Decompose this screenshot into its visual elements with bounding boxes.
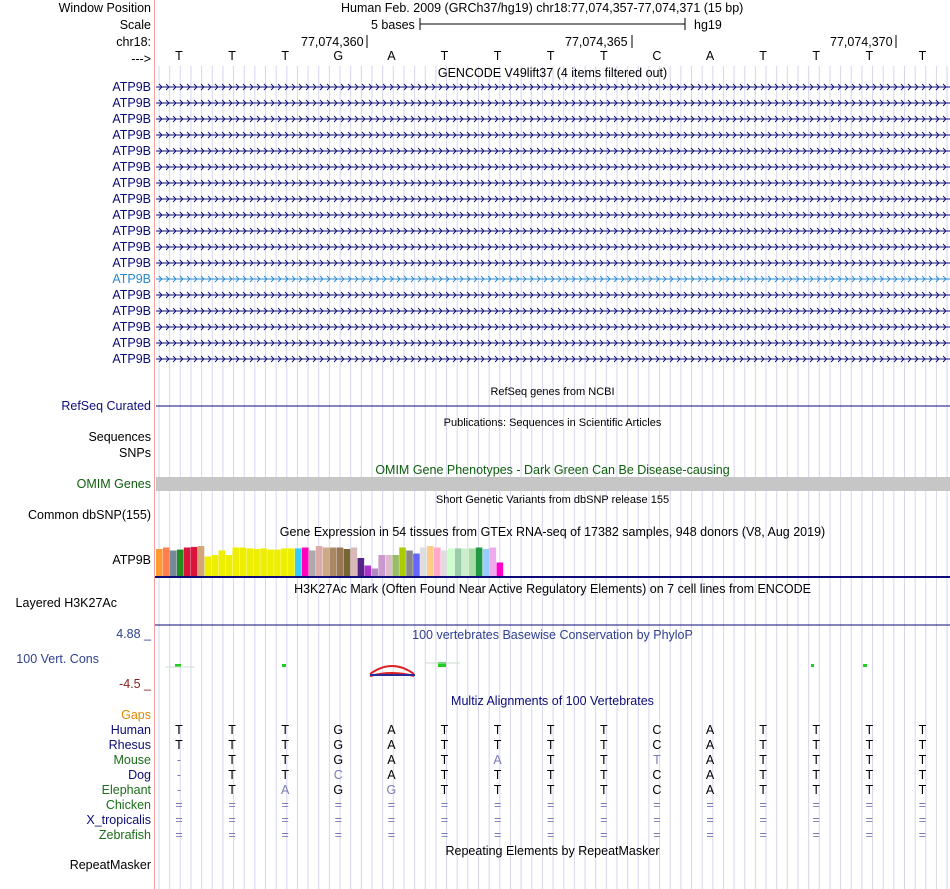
gtex-bar: [295, 548, 302, 576]
gtex-bar: [226, 555, 233, 576]
gtex-bar: [413, 554, 420, 577]
gtex-bar: [483, 549, 490, 576]
alignment-base: T: [918, 768, 927, 782]
gtex-bar: [198, 546, 205, 576]
alignment-base: T: [865, 768, 874, 782]
gtex-bar: [399, 548, 406, 577]
alignment-base: =: [706, 813, 714, 827]
alignment-base: =: [387, 813, 396, 827]
gencode-gene-label[interactable]: ATP9B: [112, 160, 151, 174]
gtex-bar: [385, 555, 392, 576]
cons-label[interactable]: 100 Vert. Cons: [16, 652, 99, 666]
gtex-bar: [170, 551, 177, 577]
alignment-base: =: [918, 828, 927, 842]
snps-label[interactable]: SNPs: [119, 446, 151, 460]
omim-title[interactable]: OMIM Gene Phenotypes - Dark Green Can Be Disease-causing: [375, 463, 730, 477]
alignment-base: T: [493, 738, 502, 752]
reference-base: T: [228, 49, 236, 63]
alignment-base: G: [333, 753, 344, 767]
coord-tick-label: 77,074,370: [830, 35, 893, 49]
omim-bar: [156, 477, 950, 491]
alignment-base: T: [440, 768, 449, 782]
gtex-bar: [337, 548, 344, 577]
gtex-bar: [253, 549, 260, 576]
alignment-base: A: [705, 768, 715, 782]
alignment-base: =: [387, 798, 396, 812]
gencode-gene-label[interactable]: ATP9B: [112, 144, 151, 158]
alignment-base: C: [333, 768, 343, 782]
alignment-base: =: [547, 798, 555, 812]
scale-db-text: hg19: [694, 18, 722, 32]
gtex-bar: [441, 551, 448, 577]
alignment-base: A: [281, 783, 290, 797]
conservation-bar: [863, 664, 867, 667]
alignment-base: =: [600, 828, 608, 842]
alignment-base: T: [440, 753, 449, 767]
gtex-bar: [191, 547, 198, 576]
reference-base: T: [546, 49, 555, 63]
alignment-base: =: [334, 828, 342, 842]
alignment-base: T: [759, 783, 767, 797]
repeatmasker-label[interactable]: RepeatMasker: [69, 858, 151, 872]
gtex-bar: [177, 550, 184, 576]
gtex-bar: [427, 546, 434, 576]
gencode-gene-label[interactable]: ATP9B: [112, 192, 151, 206]
alignment-base: C: [652, 768, 662, 782]
alignment-base: T: [546, 723, 555, 737]
gtex-bar: [232, 548, 239, 577]
species-label[interactable]: Dog: [128, 768, 151, 782]
gtex-bar: [490, 548, 497, 577]
alignment-base: T: [812, 738, 820, 752]
reference-base: T: [918, 49, 927, 63]
coord-tick-label: 77,074,360: [301, 35, 364, 49]
alignment-base: T: [759, 753, 767, 767]
gtex-bar: [274, 550, 281, 576]
alignment-base: T: [812, 753, 820, 767]
alignment-base: T: [599, 723, 608, 737]
alignment-base: T: [228, 723, 236, 737]
alignment-base: T: [865, 738, 874, 752]
alignment-base: =: [228, 828, 236, 842]
gencode-gene-label[interactable]: ATP9B: [112, 256, 151, 270]
alignment-base: =: [228, 798, 236, 812]
reference-base: T: [599, 49, 608, 63]
reference-base: G: [333, 49, 344, 63]
alignment-base: =: [865, 813, 873, 827]
gtex-bar: [378, 555, 385, 576]
gencode-gene-label[interactable]: ATP9B: [112, 336, 151, 350]
gtex-bar: [212, 555, 219, 576]
alignment-base: C: [652, 783, 662, 797]
alignment-base: T: [865, 753, 874, 767]
gtex-bar: [246, 548, 253, 576]
alignment-base: T: [812, 723, 820, 737]
h3k27ac-title[interactable]: H3K27Ac Mark (Often Found Near Active Regulatory Elements) on 7 cell lines from ENCODE: [294, 582, 811, 596]
gencode-gene-label[interactable]: ATP9B: [112, 128, 151, 142]
gtex-bar: [156, 549, 163, 576]
reference-base: T: [865, 49, 874, 63]
species-label[interactable]: X_tropicalis: [86, 813, 151, 827]
reference-base: C: [652, 49, 662, 63]
alignment-base: =: [281, 798, 289, 812]
alignment-base: =: [440, 798, 449, 812]
scale-bases-text: 5 bases: [371, 18, 415, 32]
gencode-gene-label[interactable]: ATP9B: [112, 320, 151, 334]
alignment-base: A: [387, 753, 396, 767]
gencode-gene-label[interactable]: ATP9B: [112, 208, 151, 222]
alignment-base: T: [759, 768, 767, 782]
alignment-base: T: [493, 723, 502, 737]
alignment-base: A: [705, 783, 715, 797]
alignment-base: A: [387, 768, 396, 782]
gencode-gene-label[interactable]: ATP9B: [112, 240, 151, 254]
alignment-base: =: [547, 813, 555, 827]
species-label[interactable]: Zebrafish: [98, 828, 151, 842]
alignment-base: =: [493, 798, 502, 812]
gtex-bar: [323, 548, 330, 577]
gencode-gene-label[interactable]: ATP9B: [112, 352, 151, 366]
gtex-bar: [462, 548, 469, 576]
alignment-base: T: [918, 738, 927, 752]
omim-label[interactable]: OMIM Genes: [76, 477, 151, 491]
alignment-base: T: [918, 783, 927, 797]
reference-base: T: [493, 49, 502, 63]
alignment-base: T: [546, 783, 555, 797]
gtex-bar: [406, 551, 413, 577]
alignment-base: T: [281, 768, 289, 782]
alignment-base: A: [705, 753, 715, 767]
alignment-base: =: [865, 798, 873, 812]
scale-label: Scale: [119, 18, 151, 32]
dbsnp-title[interactable]: Short Genetic Variants from dbSNP release 155: [435, 494, 670, 506]
alignment-base: G: [333, 738, 344, 752]
conservation-bar: [282, 664, 286, 667]
gtex-bar: [288, 548, 295, 576]
cons-max-label: 4.88 _: [116, 627, 151, 641]
alignment-base: -: [176, 783, 182, 797]
gtex-bar: [448, 548, 455, 576]
alignment-base: T: [759, 738, 767, 752]
gtex-bar: [281, 548, 288, 576]
alignment-base: T: [599, 768, 608, 782]
alignment-base: T: [440, 723, 449, 737]
alignment-base: A: [387, 723, 396, 737]
reference-base: T: [281, 49, 289, 63]
alignment-base: =: [759, 828, 767, 842]
alignment-base: T: [599, 753, 608, 767]
alignment-base: T: [440, 738, 449, 752]
alignment-base: =: [493, 813, 502, 827]
alignment-base: T: [865, 783, 874, 797]
cons-title[interactable]: 100 vertebrates Basewise Conservation by PhyloP: [412, 628, 693, 642]
gtex-bar: [365, 566, 372, 577]
reference-base: A: [705, 49, 715, 63]
species-label[interactable]: Elephant: [101, 783, 151, 797]
alignment-base: C: [652, 723, 662, 737]
alignment-base: =: [759, 813, 767, 827]
alignment-base: T: [228, 738, 236, 752]
alignment-base: G: [333, 783, 344, 797]
alignment-base: T: [812, 768, 820, 782]
alignment-base: =: [175, 828, 183, 842]
alignment-base: T: [281, 723, 289, 737]
alignment-base: T: [228, 783, 236, 797]
gencode-gene-label[interactable]: ATP9B: [112, 80, 151, 94]
species-label[interactable]: Rhesus: [108, 738, 151, 752]
alignment-base: =: [812, 813, 820, 827]
alignment-base: T: [281, 753, 289, 767]
alignment-base: T: [653, 753, 661, 767]
chr-label: chr18:: [116, 35, 151, 49]
gtex-label[interactable]: ATP9B: [112, 553, 151, 567]
gtex-bar: [351, 548, 358, 577]
reference-base: T: [759, 49, 767, 63]
gtex-bar: [330, 548, 337, 577]
gtex-bar: [420, 548, 427, 577]
alignment-base: T: [812, 783, 820, 797]
gtex-bar: [302, 548, 309, 577]
gtex-bar: [205, 557, 212, 577]
reference-base: T: [440, 49, 449, 63]
alignment-base: A: [387, 738, 396, 752]
gencode-gene-label[interactable]: ATP9B: [112, 304, 151, 318]
alignment-base: =: [440, 828, 449, 842]
alignment-base: A: [705, 723, 715, 737]
gtex-bar: [267, 550, 274, 576]
alignment-base: =: [918, 798, 927, 812]
alignment-base: =: [440, 813, 449, 827]
species-label[interactable]: Mouse: [113, 753, 151, 767]
alignment-base: =: [865, 828, 873, 842]
alignment-base: T: [493, 783, 502, 797]
multiz-title[interactable]: Multiz Alignments of 100 Vertebrates: [451, 694, 654, 708]
alignment-base: =: [653, 813, 661, 827]
alignment-base: G: [386, 783, 397, 797]
alignment-base: =: [387, 828, 396, 842]
reference-base: T: [812, 49, 820, 63]
alignment-base: =: [812, 798, 820, 812]
alignment-base: T: [228, 753, 236, 767]
gtex-bar: [358, 558, 365, 576]
gtex-bar: [371, 569, 378, 577]
alignment-base: =: [600, 813, 608, 827]
alignment-base: T: [228, 768, 236, 782]
alignment-base: T: [440, 783, 449, 797]
gtex-bar: [260, 548, 267, 576]
alignment-base: -: [176, 753, 182, 767]
gtex-bar: [219, 551, 226, 577]
alignment-base: =: [653, 798, 661, 812]
conservation-bar: [811, 664, 814, 667]
reference-base: T: [175, 49, 183, 63]
repeatmasker-title[interactable]: Repeating Elements by RepeatMasker: [445, 844, 660, 858]
alignment-base: T: [281, 738, 289, 752]
alignment-base: =: [812, 828, 820, 842]
alignment-base: A: [705, 738, 715, 752]
alignment-base: =: [600, 798, 608, 812]
window-position-label: Window Position: [58, 1, 151, 15]
gtex-bar: [455, 548, 462, 576]
alignment-base: =: [759, 798, 767, 812]
cons-min-label: -4.5 _: [119, 677, 151, 691]
publications-title[interactable]: Publications: Sequences in Scientific Articles: [443, 417, 662, 429]
gtex-bar: [184, 548, 191, 577]
refseq-label[interactable]: RefSeq Curated: [61, 399, 151, 413]
gencode-gene-label[interactable]: ATP9B: [112, 176, 151, 190]
reference-base: A: [387, 49, 396, 63]
h3k27ac-label[interactable]: Layered H3K27Ac: [15, 596, 117, 610]
alignment-base: =: [281, 828, 289, 842]
gtex-bar: [392, 555, 399, 576]
gtex-bar: [316, 546, 323, 576]
alignment-base: =: [493, 828, 502, 842]
alignment-base: T: [175, 723, 183, 737]
alignment-base: A: [493, 753, 502, 767]
gaps-label: Gaps: [121, 708, 151, 722]
alignment-base: T: [918, 753, 927, 767]
alignment-base: T: [759, 723, 767, 737]
alignment-base: -: [176, 768, 182, 782]
alignment-base: T: [918, 723, 927, 737]
gtex-bar: [309, 551, 316, 577]
gencode-gene-label[interactable]: ATP9B: [112, 96, 151, 110]
track-labels: [0, 0, 153, 889]
coord-tick-label: 77,074,365: [565, 35, 628, 49]
alignment-base: T: [599, 738, 608, 752]
gtex-title[interactable]: Gene Expression in 54 tissues from GTEx RNA-seq of 17382 samples, 948 donors (V8, Aug 2019): [279, 525, 826, 539]
alignment-base: G: [333, 723, 344, 737]
assembly-position: Human Feb. 2009 (GRCh37/hg19) chr18:77,074,357-77,074,371 (15 bp): [341, 1, 744, 15]
alignment-base: =: [547, 828, 555, 842]
alignment-base: =: [706, 828, 714, 842]
alignment-base: T: [175, 738, 183, 752]
gencode-gene-label[interactable]: ATP9B: [112, 272, 151, 286]
gencode-gene-label[interactable]: ATP9B: [112, 112, 151, 126]
gtex-bar: [469, 548, 476, 576]
gtex-bar: [344, 549, 351, 576]
alignment-base: T: [865, 723, 874, 737]
gencode-gene-label[interactable]: ATP9B: [112, 288, 151, 302]
alignment-base: =: [706, 798, 714, 812]
species-label[interactable]: Chicken: [105, 798, 151, 812]
dbsnp-label[interactable]: Common dbSNP(155): [28, 508, 151, 522]
alignment-base: =: [334, 798, 342, 812]
gtex-bar: [163, 548, 170, 577]
alignment-base: T: [546, 738, 555, 752]
alignment-base: T: [546, 768, 555, 782]
alignment-base: =: [281, 813, 289, 827]
alignment-base: =: [175, 813, 183, 827]
alignment-base: =: [175, 798, 183, 812]
alignment-base: T: [599, 783, 608, 797]
gtex-bar: [497, 563, 504, 577]
alignment-base: =: [653, 828, 661, 842]
gtex-bar: [239, 548, 246, 577]
alignment-base: =: [918, 813, 927, 827]
sequences-label[interactable]: Sequences: [88, 430, 151, 444]
gencode-title[interactable]: GENCODE V49lift37 (4 items filtered out): [437, 66, 668, 80]
gtex-bar: [476, 548, 483, 577]
alignment-base: =: [228, 813, 236, 827]
alignment-base: T: [493, 768, 502, 782]
track-area[interactable]: [155, 0, 950, 889]
refseq-title[interactable]: RefSeq genes from NCBI: [490, 386, 615, 398]
strand-arrow-label: --->: [131, 52, 151, 66]
species-label[interactable]: Human: [110, 723, 151, 737]
gencode-gene-label[interactable]: ATP9B: [112, 224, 151, 238]
alignment-base: =: [334, 813, 342, 827]
alignment-base: T: [546, 753, 555, 767]
gtex-bar: [434, 548, 441, 577]
alignment-base: C: [652, 738, 662, 752]
